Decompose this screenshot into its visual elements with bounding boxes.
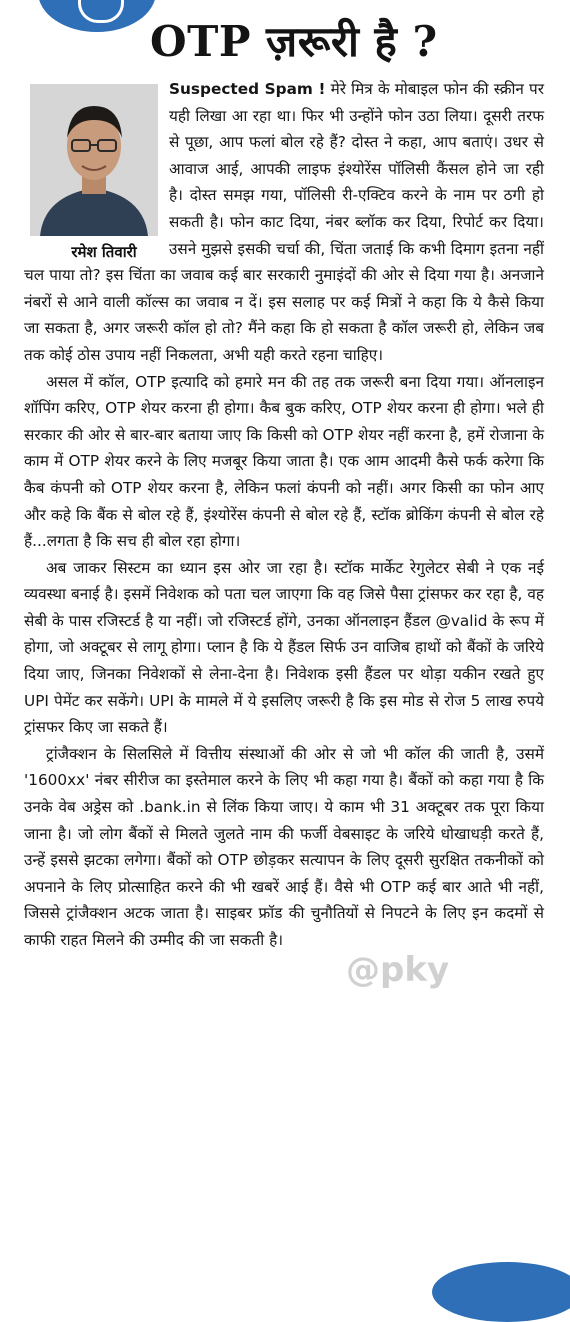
lead-in: Suspected Spam !: [169, 80, 326, 98]
paragraph-4: ट्रांजैक्शन के सिलसिले में वित्तीय संस्थाओं की ओर से जो भी कॉल की जाती है, उसमें '1600xx' नंबर सीरीज का इस्तेमाल करने के लिए भी कहा गया है। बैंकों को कहा गया है कि उनके वेब अड्रेस को .bank.in से लिंक किया जाए। ये काम भी 31 अक्टूबर तक पूरा किया जाना है। जो लोग बैंकों से मिलते जुलते नाम की फर्जी वेबसाइट के जरिये धोखाधड़ी करते हैं, उन्हें इससे झटका लगेगा। बैंकों को OTP छोड़कर सत्यापन के लिए दूसरी सुरक्षित तकनीकों को अपनाने के लिए प्रोत्साहित करने की भी खबरें आई हैं। वैसे भी OTP कई बार आते भी नहीं, जिससे ट्रांजैक्शन अटक जाता है। साइबर फ्रॉड की चुनौतियों से निपटने के लिए इन कदमों से काफी राहत मिलने की उम्मीद की जा सकती है।: [24, 744, 544, 949]
paragraph-2: असल में कॉल, OTP इत्यादि को हमारे मन की तह तक जरूरी बना दिया गया। ऑनलाइन शॉपिंग करिए, OTP शेयर करना ही होगा। कैब बुक करिए, OTP शेयर करना ही होगा। भले ही सरकार की ओर से बार-बार बताया जाए कि किसी को OTP शेयर नहीं करना है, हमें रोजाना के काम में OTP शेयर करने के लिए मजबूर किया जाता है। एक आम आदमी कैसे फर्क करेगा कि कैब कंपनी को OTP शेयर करना है, लेकिन फलां कंपनी को नहीं। अगर किसी का फोन आए और कहे कि बैंक से बोल रहे हैं, इंश्योरेंस कंपनी से बोल रहे हैं, स्टॉक ब्रोकिंग कंपनी से बोल रहे हैं...लगता है कि सच ही बोल रहा होगा।: [24, 372, 544, 551]
headline: OTP ज़रूरी है ?: [150, 17, 438, 66]
watermark: @pky: [346, 950, 450, 990]
author-name: रमेश तिवारी: [71, 243, 137, 261]
paragraph-3: अब जाकर सिस्टम का ध्यान इस ओर जा रहा है। स्टॉक मार्केट रेगुलेटर सेबी ने एक नई व्यवस्था बनाई है। इसमें निवेशक को पता चल जाएगा कि वह जिसे पैसा ट्रांसफर कर रहा है, वह सेबी के पास रजिस्टर्ड है या नहीं। जो रजिस्टर्ड होंगे, उनका ऑनलाइन हैंडल @valid के रूप में होगा, जो अक्टूबर से लागू होगा। प्लान है कि ये हैंडल सिर्फ उन वाजिब हाथों को बैंकों के जरिये दिया जाए, जिनका निवेशकों से लेना-देना है। निवेशक इसी हैंडल पर थोड़ा यकीन रखते हुए UPI पेमेंट कर सकेंगे। UPI के मामले में ये इसलिए जरूरी है कि इस मोड से रोज 5 लाख रुपये ट्रांसफर किए जा सकते हैं।: [24, 558, 544, 737]
author-photo: [30, 84, 158, 236]
author-portrait-icon: [30, 84, 158, 236]
footer-logo-corner: [432, 1262, 570, 1322]
paragraph-1-text: मेरे मित्र के मोबाइल फोन की स्क्रीन पर यही लिखा आ रहा था। फिर भी उन्होंने फोन उठा लिया। दूसरी तरफ से पूछा, आप फलां बोल रहे हैं? दोस्त ने कहा, आप बताएं। उधर से आवाज आई, आपकी लाइफ इंश्योरेंस पॉलिसी कैंसल होने जा रही है। दोस्त समझ गया, पॉलिसी री-एक्टिव करने के नाम पर ठगी हो सकती है। फोन काट दिया, नंबर ब्लॉक कर दिया, रिपोर्ट कर दिया। उसने मुझसे इसकी चर्चा की, चिंता जताई कि कभी दिमाग इतना नहीं चल पाया तो? इस चिंता का जवाब कई बार सरकारी नुमाइंदों की ओर से दिया गया है। अनजाने नंबरों से आने वाली कॉल्स का जवाब न दें। इस सलाह पर कई मित्रों ने कहा कि ये कैसे किया जा सकता है, अगर जरूरी कॉल हो तो? मैंने कहा कि हो सकता है कॉल जरूरी हो, लेकिन जब तक कोई ठोस उपाय नहीं निकलता, अभी यही करते रहना चाहिए।: [24, 80, 544, 364]
